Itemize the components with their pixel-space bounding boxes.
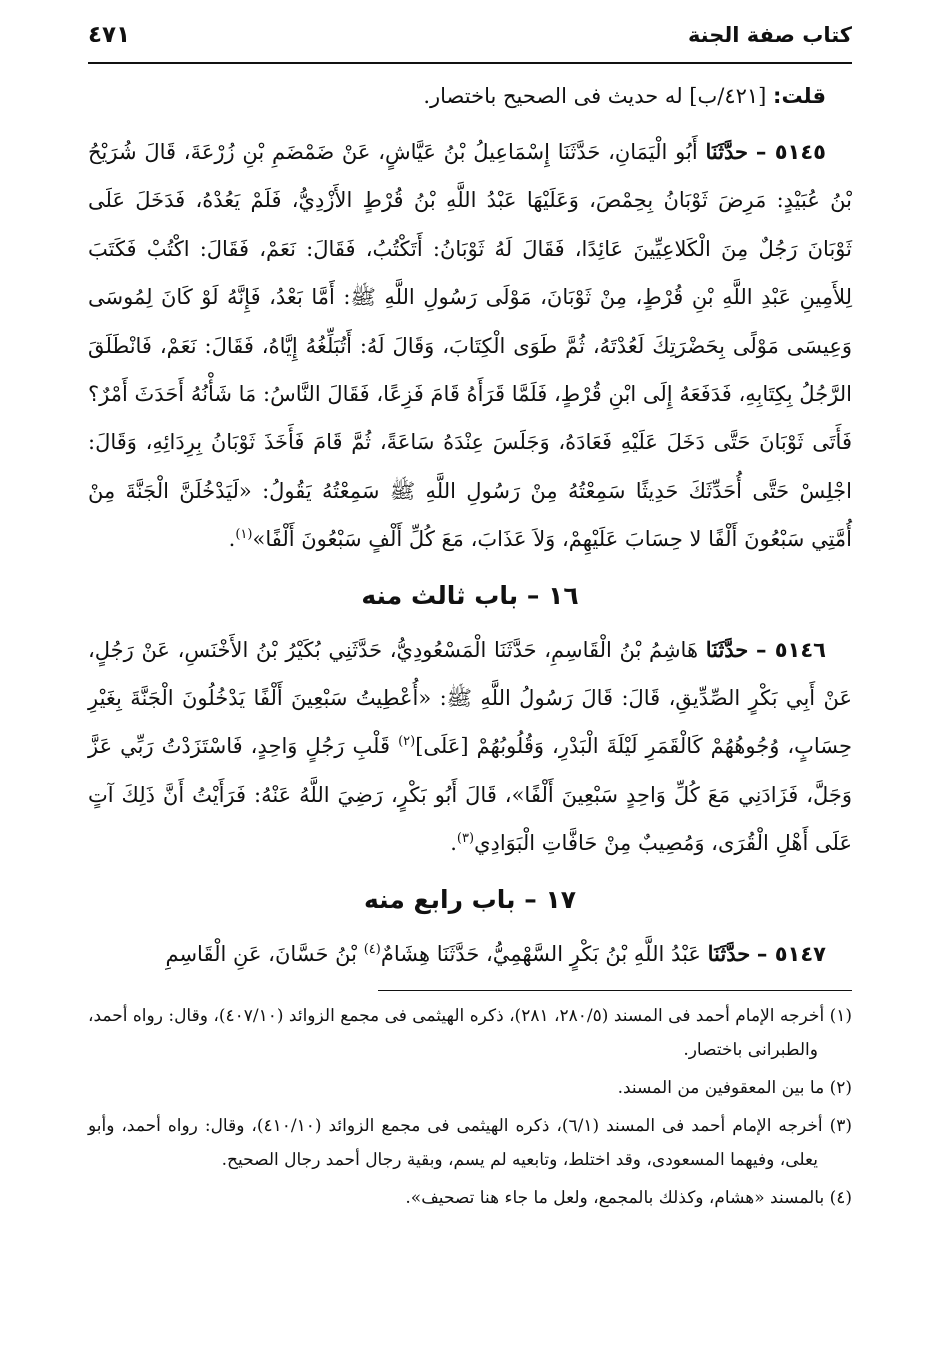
- chapter-heading-16: ١٦ – باب ثالث منه: [361, 580, 579, 610]
- footnote-4: (٤) بالمسند «هشام، وكذلك بالمجمع، ولعل ما جاء هنا تصحيف».: [405, 1188, 852, 1209]
- page-header: [88, 22, 852, 62]
- footnotes: [88, 999, 852, 1215]
- footnote-ref: (٢): [398, 734, 416, 750]
- hadith-number: ٥١٤٦ –: [755, 637, 827, 662]
- hadith-tail: .: [450, 831, 457, 856]
- hadith-number: ٥١٤٥ –: [755, 140, 826, 164]
- footnote-ref: (٣): [456, 831, 475, 847]
- editor-note-label: قلت:: [773, 84, 826, 108]
- hadith-lead-word: حدَّثَنَا: [705, 139, 749, 164]
- footnote-ref: (١): [235, 527, 253, 543]
- hadith-5145: [88, 128, 852, 564]
- hadith-text-continued: قَلْبِ رَجُلٍ وَاحِدٍ، فَاسْتَزَدْتُ رَبِّي عَزَّ وَجَلَّ، فَزَادَنِي مَعَ كُلِّ وَاحِدٍ سَبْعِينَ أَلْفًا»، قَالَ أَبُو بَكْرٍ، رَضِيَ اللَّهُ عَنْهُ: فَرَأَيْتُ أَنَّ ذَلِكَ آتٍ عَلَى أَهْلِ الْقُرَى، وَمُصِيبٌ مِنْ حَافَّاتِ الْبَوَادِي: [88, 734, 852, 856]
- editor-note-text: [٤٢١/ب] له حديث فى الصحيح باختصار.: [423, 84, 767, 108]
- footnotes-divider: [378, 990, 852, 991]
- hadith-lead-word: حدَّثَنَا: [707, 940, 751, 966]
- book-page: [88, 22, 852, 1219]
- editor-note: [88, 78, 852, 114]
- hadith-lead-word: حدَّثَنَا: [705, 636, 749, 662]
- footnote-2: (٢) ما بين المعقوفين من المسند.: [617, 1078, 852, 1099]
- hadith-number: ٥١٤٧ –: [756, 941, 826, 966]
- hadith-text: عَبْدُ اللَّهِ بْنُ بَكْرٍ السَّهْمِيُّ، حَدَّثَنَا هِشَامٌ: [380, 941, 701, 966]
- hadith-5147: [88, 930, 852, 978]
- hadith-text: هَاشِمُ بْنُ الْقَاسِمِ، حَدَّثَنَا الْمَسْعُودِيُّ، حَدَّثَنِي بُكَيْرُ بْنُ الأَخْنَسِ، عَنْ رَجُلٍ، عَنْ أَبِي بَكْرٍ الصِّدِّيقِ، قَالَ: قَالَ رَسُولُ اللَّهِ ﷺ: «أُعْطِيتُ سَبْعِينَ أَلْفًا يَدْخُلُونَ الْجَنَّةَ بِغَيْرِ حِسَابٍ، وُجُوهُهُمْ كَالْقَمَرِ لَيْلَةَ الْبَدْرِ، وَقُلُوبُهُمْ [عَلَى]: [88, 637, 852, 759]
- hadith-5146: [88, 626, 852, 868]
- footnote-3: (٣) أخرجه الإمام أحمد فى المسند (٦/١)، ذكره الهيثمى فى مجمع الزوائد (٤١٠/١٠)، وقال: رواه أحمد، وأبو يعلى، وفيهما المسعودى، وقد اختلط، وتابعيه لم يسم، وبقية رجال أحمد رجال الصحيح.: [88, 1116, 852, 1171]
- running-title: كتاب صفة الجنة: [687, 23, 852, 47]
- hadith-text-continued: بْنُ حَسَّانَ، عَنِ الْقَاسِمِ: [165, 941, 357, 966]
- hadith-tail: .: [228, 527, 236, 552]
- page-number: ٤٧١: [88, 22, 131, 48]
- chapter-heading-17: ١٧ – باب رابع منه: [363, 884, 576, 914]
- header-divider: [88, 62, 852, 64]
- footnote-ref: (٤): [363, 941, 381, 957]
- hadith-text: أَبُو الْيَمَانِ، حَدَّثَنَا إِسْمَاعِيلُ بْنُ عَيَّاشٍ، عَنْ ضَمْضَمِ بْنِ زُرْعَةَ، قَالَ شُرَيْحُ بْنُ عُبَيْدٍ: مَرِضَ ثَوْبَانُ بِحِمْصَ، وَعَلَيْهَا عَبْدُ اللَّهِ بْنُ قُرْطٍ الأَزْدِيُّ، فَلَمْ يَعُدْهُ، فَدَخَلَ عَلَى ثَوْبَانَ رَجُلٌ مِنَ الْكَلاعِيِّينَ عَائِدًا، فَقَالَ لَهُ ثَوْبَانُ: أَتَكْتُبُ، فَقَالَ: نَعَمْ، فَقَالَ: اكْتُبْ فَكَتَبَ لِلأَمِينِ عَبْدِ اللَّهِ بْنِ قُرْطٍ، مِنْ ثَوْبَانَ، مَوْلَى رَسُولِ اللَّهِ ﷺ: أَمَّا بَعْدُ، فَإِنَّهُ لَوْ كَانَ لِمُوسَى وَعِيسَى مَوْلًى بِحَضْرَتِكَ لَعُدْتَهُ، ثُمَّ طَوَى الْكِتَابَ، وَقَالَ لَهُ: أَتُبَلِّغُهُ إِيَّاهُ، فَقَالَ: نَعَمْ، فَانْطَلَقَ الرَّجُلُ بِكِتَابِهِ، فَدَفَعَهُ إِلَى ابْنِ قُرْطٍ، فَلَمَّا قَرَأَهُ قَامَ فَزِعًا، فَقَالَ النَّاسُ: مَا شَأْنُهُ أَحَدَثَ أَمْرٌ؟ فَأَتَى ثَوْبَانَ حَتَّى دَخَلَ عَلَيْهِ فَعَادَهُ، وَجَلَسَ عِنْدَهُ سَاعَةً، ثُمَّ قَامَ فَأَخَذَ ثَوْبَانُ بِرِدَائِهِ، وَقَالَ: اجْلِسْ حَتَّى أُحَدِّثَكَ حَدِيثًا سَمِعْتُهُ مِنْ رَسُولِ اللَّهِ ﷺ سَمِعْتُهُ يَقُولُ: «لَيَدْخُلَنَّ الْجَنَّةَ مِنْ أُمَّتِي سَبْعُونَ أَلْفًا لا حِسَابَ عَلَيْهِمْ، وَلاَ عَذَابَ، مَعَ كُلِّ أَلْفٍ سَبْعُونَ أَلْفًا»: [88, 140, 852, 552]
- footnote-1: (١) أخرجه الإمام أحمد فى المسند (٢٨٠/٥، ٢٨١)، ذكره الهيثمى فى مجمع الزوائد (٤٠٧/١٠)، وقال: رواه أحمد، والطبرانى باختصار.: [88, 1006, 852, 1061]
